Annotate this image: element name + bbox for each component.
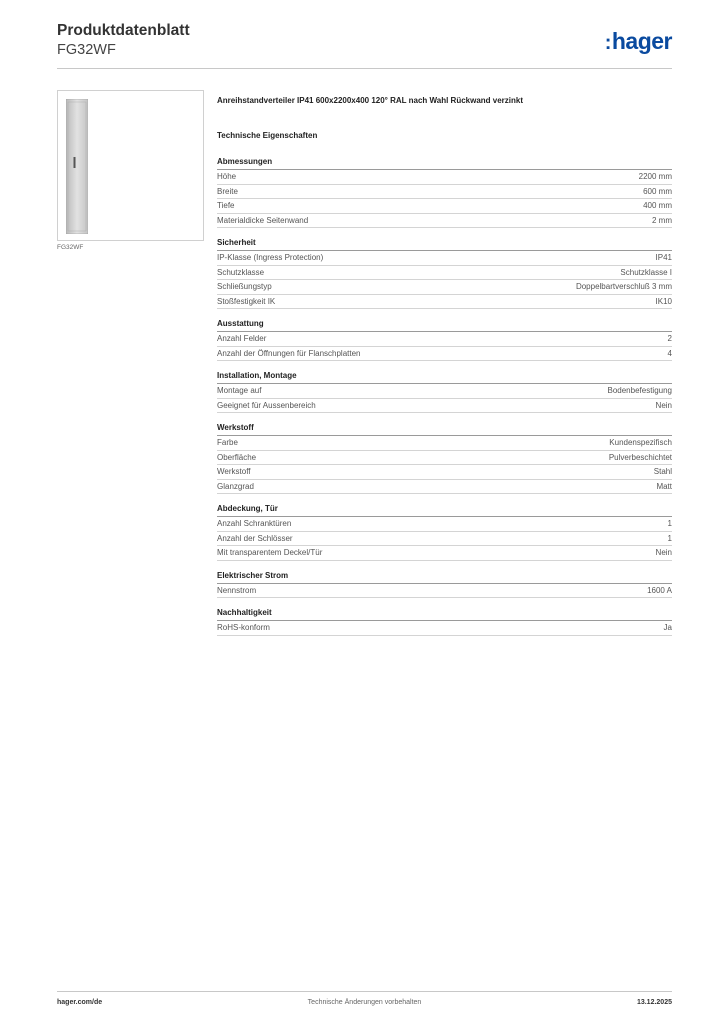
footer-date: 13.12.2025 — [636, 999, 672, 1006]
spec-value: 2 — [667, 334, 672, 343]
spec-value: 2200 mm — [638, 172, 672, 181]
spec-value: 1 — [667, 519, 672, 528]
spec-label: Anzahl der Schlösser — [217, 533, 293, 543]
spec-row — [217, 399, 672, 414]
spec-value: 1600 A — [647, 585, 672, 595]
spec-row — [217, 621, 672, 636]
spec-value: Nein — [655, 400, 672, 410]
spec-label: Nennstrom — [217, 585, 257, 595]
logo-text: hager — [611, 28, 672, 54]
spec-section — [217, 156, 672, 228]
spec-value: 2 mm — [652, 215, 672, 225]
spec-row — [217, 480, 672, 495]
spec-section — [217, 570, 672, 599]
spec-value: Matt — [656, 481, 672, 491]
spec-row — [217, 384, 672, 399]
page-header — [57, 22, 672, 69]
section-title: Nachhaltigkeit — [217, 607, 672, 621]
spec-row — [217, 280, 672, 295]
product-description: Anreihstandverteiler IP41 600x2200x400 120° RAL nach Wahl Rückwand verzinkt — [217, 96, 524, 105]
section-title: Sicherheit — [217, 237, 672, 251]
spec-label: Oberfläche — [217, 452, 257, 462]
spec-value: Doppelbartverschluß 3 mm — [575, 282, 672, 291]
spec-value: IK10 — [655, 296, 672, 306]
page-footer — [57, 991, 672, 1012]
spec-label: Höhe — [217, 172, 237, 181]
spec-label: Montage auf — [217, 386, 262, 395]
tech-properties-title: Technische Eigenschaften — [217, 131, 318, 140]
spec-row — [217, 347, 672, 362]
spec-row — [217, 185, 672, 200]
spec-row — [217, 584, 672, 599]
spec-value: Pulverbeschichtet — [608, 452, 672, 462]
spec-section — [217, 607, 672, 636]
spec-label: Schutzklasse — [217, 267, 265, 277]
spec-value: Kundenspezifisch — [609, 438, 672, 447]
spec-value: Schutzklasse I — [620, 267, 672, 277]
spec-label: RoHS-konform — [217, 623, 270, 632]
image-caption: FG32WF — [57, 244, 84, 251]
spec-row — [217, 532, 672, 547]
hager-logo: :hager — [604, 28, 672, 54]
page-title: Produktdatenblatt — [57, 22, 190, 39]
spec-label: Stoßfestigkeit IK — [217, 296, 276, 306]
spec-row — [217, 199, 672, 214]
spec-row — [217, 266, 672, 281]
spec-value: 1 — [667, 533, 672, 543]
spec-value: 600 mm — [643, 186, 672, 196]
spec-section — [217, 370, 672, 413]
spec-label: Breite — [217, 186, 238, 196]
spec-value: Bodenbefestigung — [607, 386, 672, 395]
section-title: Abmessungen — [217, 156, 672, 170]
spec-row — [217, 436, 672, 451]
spec-value: Ja — [663, 623, 672, 632]
section-title: Ausstattung — [217, 318, 672, 332]
spec-value: Stahl — [653, 467, 672, 476]
spec-row — [217, 332, 672, 347]
footer-disclaimer: Technische Änderungen vorbehalten — [307, 999, 422, 1006]
spec-label: Anzahl der Öffnungen für Flanschplatten — [217, 348, 361, 358]
cabinet-icon — [66, 99, 88, 234]
spec-value: IP41 — [655, 253, 672, 262]
spec-value: 400 mm — [643, 201, 672, 210]
spec-row — [217, 517, 672, 532]
spec-label: Mit transparentem Deckel/Tür — [217, 548, 323, 557]
spec-label: Materialdicke Seitenwand — [217, 215, 309, 225]
spec-row — [217, 170, 672, 185]
spec-label: Farbe — [217, 438, 238, 447]
spec-sections — [217, 156, 672, 636]
spec-row — [217, 295, 672, 310]
product-details — [217, 96, 672, 645]
spec-label: Schließungstyp — [217, 282, 272, 291]
spec-row — [217, 465, 672, 480]
footer-website[interactable]: hager.com/de — [57, 999, 103, 1006]
product-code: FG32WF — [57, 42, 116, 58]
section-title: Werkstoff — [217, 422, 672, 436]
spec-section — [217, 237, 672, 309]
spec-value: Nein — [655, 548, 672, 557]
spec-label: Anzahl Felder — [217, 334, 267, 343]
spec-row — [217, 214, 672, 229]
section-title: Abdeckung, Tür — [217, 503, 672, 517]
spec-row — [217, 546, 672, 561]
spec-label: IP-Klasse (Ingress Protection) — [217, 253, 324, 262]
spec-label: Glanzgrad — [217, 481, 254, 491]
product-image — [57, 90, 204, 241]
spec-label: Anzahl Schranktüren — [217, 519, 292, 528]
section-title: Elektrischer Strom — [217, 570, 672, 584]
spec-row — [217, 451, 672, 466]
spec-label: Tiefe — [217, 201, 235, 210]
spec-label: Geeignet für Aussenbereich — [217, 400, 316, 410]
spec-row — [217, 251, 672, 266]
spec-section — [217, 318, 672, 361]
spec-label: Werkstoff — [217, 467, 251, 476]
spec-section — [217, 503, 672, 561]
section-title: Installation, Montage — [217, 370, 672, 384]
spec-value: 4 — [667, 348, 672, 358]
spec-section — [217, 422, 672, 494]
